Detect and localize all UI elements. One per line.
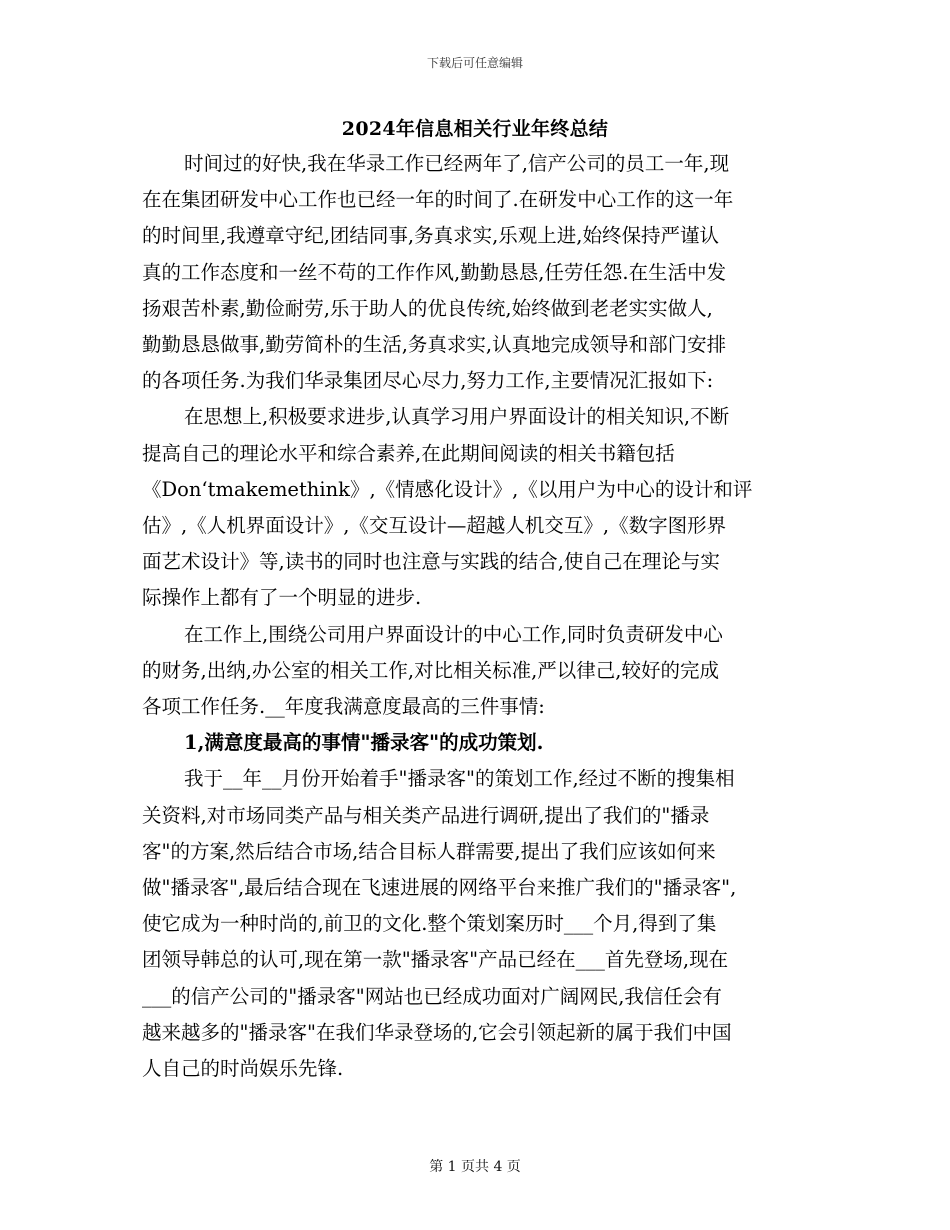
- text-line: 的时间里,我遵章守纪,团结同事,务真求实,乐观上进,始终保持严谨认: [142, 224, 719, 248]
- text-line: 扬艰苦朴素,勤俭耐劳,乐于助人的优良传统,始终做到老老实实做人,: [142, 296, 713, 320]
- text-line: 面艺术设计》等,读书的同时也注意与实践的结合,使自己在理论与实: [142, 550, 720, 574]
- text-line: 团领导韩总的认可,现在第一款"播录客"产品已经在___首先登场,现在: [142, 948, 729, 972]
- text-line: 在思想上,积极要求进步,认真学习用户界面设计的相关知识,不断: [184, 405, 730, 429]
- text-line: 时间过的好快,我在华录工作已经两年了,信产公司的员工一年,现: [184, 152, 730, 175]
- text-line: ___的信产公司的"播录客"网站也已经成功面对广阔网民,我信任会有: [142, 984, 722, 1008]
- text-line: 客"的方案,然后结合市场,结合目标人群需要,提出了我们应该如何来: [142, 839, 716, 863]
- text-line: 的财务,出纳,办公室的相关工作,对比相关标准,严以律己,较好的完成: [142, 658, 719, 682]
- text-line: 我于__年__月份开始着手"播录客"的策划工作,经过不断的搜集相: [184, 767, 735, 791]
- text-line: 在工作上,围绕公司用户界面设计的中心工作,同时负责研发中心: [184, 622, 723, 646]
- document-title: 2024年信息相关行业年终总结: [341, 118, 609, 140]
- text-line: 越来越多的"播录客"在我们华录登场的,它会引领起新的属于我们中国: [142, 1020, 732, 1044]
- text-line: 人自己的时尚娱乐先锋.: [142, 1057, 344, 1081]
- text-line: 《Don‘tmakemethink》,《情感化设计》,《以用户为中心的设计和评: [142, 477, 753, 501]
- text-line: 真的工作态度和一丝不苟的工作作风,勤勤恳恳,任劳任怨.在生活中发: [142, 260, 727, 284]
- text-line: 各项工作任务.__年度我满意度最高的三件事情:: [142, 695, 545, 719]
- page-header: 下载后可任意编辑: [426, 56, 523, 70]
- text-line: 际操作上都有了一个明显的进步.: [142, 586, 422, 610]
- text-line: 在在集团研发中心工作也已经一年的时间了.在研发中心工作的这一年: [142, 188, 734, 212]
- text-line: 关资料,对市场同类产品与相关类产品进行调研,提出了我们的"播录: [142, 803, 710, 827]
- text-line: 使它成为一种时尚的,前卫的文化.整个策划案历时___个月,得到了集: [142, 912, 717, 936]
- text-line: 提高自己的理论水平和综合素养,在此期间阅读的相关书籍包括: [142, 441, 675, 465]
- text-line: 的各项任务.为我们华录集团尽心尽力,努力工作,主要情况汇报如下:: [142, 369, 714, 393]
- text-line: 做"播录客",最后结合现在飞速进展的网络平台来推广我们的"播录客",: [142, 876, 737, 900]
- text-line: 勤勤恳恳做事,勤劳简朴的生活,务真求实,认真地完成领导和部门安排: [142, 333, 727, 357]
- document-body: [142, 146, 810, 1087]
- text-line: 估》,《人机界面设计》,《交互设计—超越人机交互》,《数字图形界: [142, 514, 727, 538]
- page-footer: 第 1 页共 4 页: [429, 1159, 521, 1175]
- section-heading: 1,满意度最高的事情"播录客"的成功策划.: [184, 731, 544, 755]
